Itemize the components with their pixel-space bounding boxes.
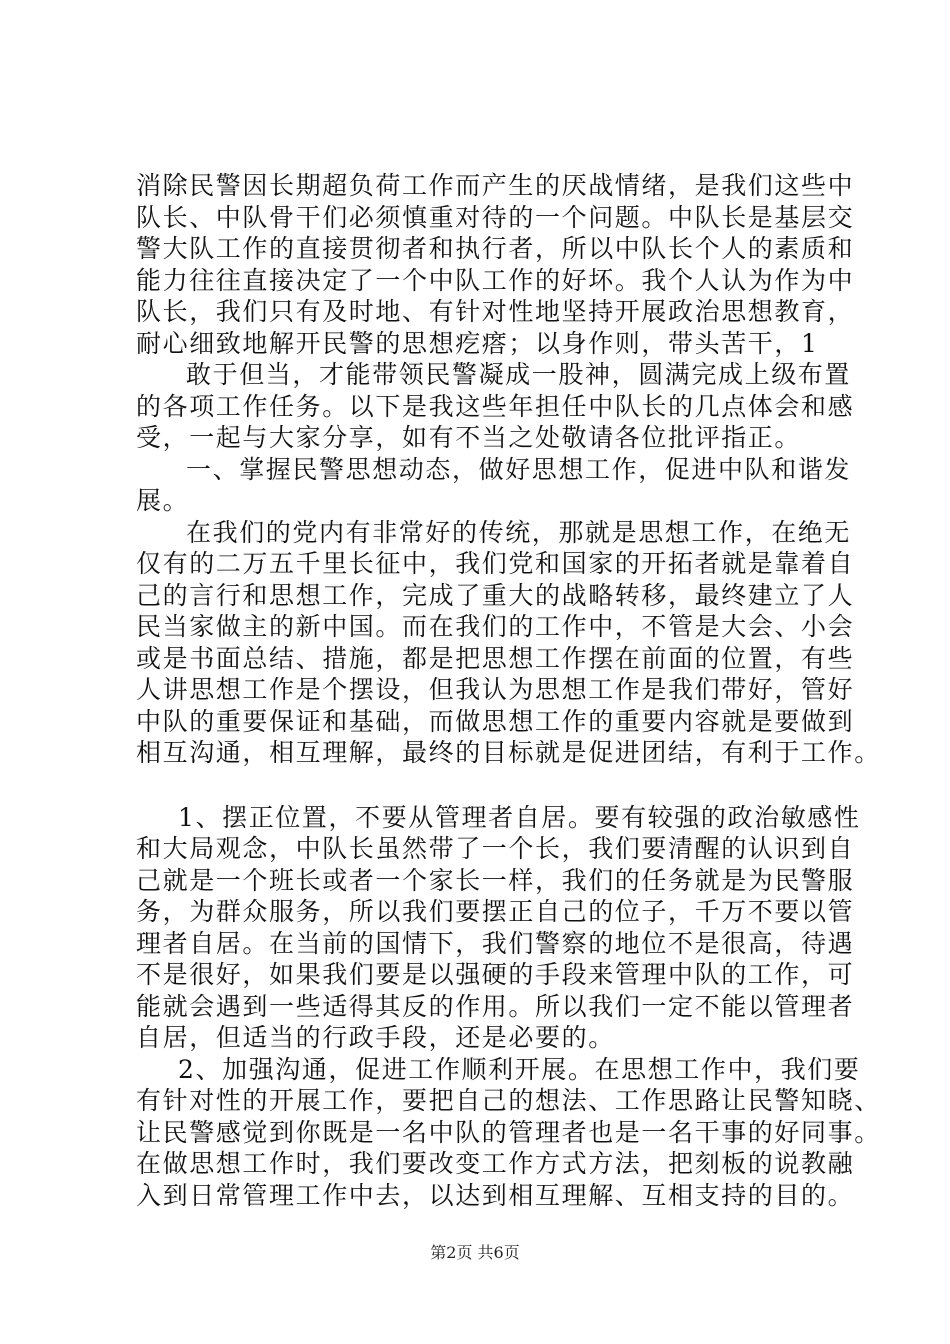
- page-footer: 第2页 共6页: [430, 1243, 520, 1262]
- text-line: 敢于但当，才能带领民警凝成一股神，圆满完成上级布置: [186, 360, 852, 389]
- text-line: 能就会遇到一些适得其反的作用。所以我们一定不能以管理者: [136, 991, 855, 1021]
- text-line: 有针对性的开展工作，要把自己的想法、工作思路让民警知晓、: [136, 1086, 881, 1115]
- text-line: 警大队工作的直接贯彻者和执行者，所以中队长个人的素质和: [136, 234, 855, 263]
- paragraph-spacer: [136, 769, 836, 802]
- text-line: 1、摆正位置，不要从管理者自居。要有较强的政治敏感性: [178, 802, 861, 832]
- text-line: 耐心细致地解开民警的思想疙瘩；以身作则，带头苦干，1: [136, 328, 819, 358]
- text-line: 展。: [136, 486, 190, 515]
- text-line: 自居，但适当的行政手段，还是必要的。: [136, 1023, 615, 1052]
- section-heading: [136, 454, 852, 517]
- text-line: 在做思想工作时，我们要改变工作方式方法，把刻板的说教融: [136, 1149, 855, 1178]
- text-line: 一、掌握民警思想动态，做好思想工作，促进中队和谐发: [186, 454, 852, 484]
- paragraph: [136, 359, 855, 454]
- text-line: 己就是一个班长或者一个家长一样，我们的任务就是为民警服: [136, 865, 855, 895]
- paragraph: [136, 1054, 881, 1212]
- text-line: 民当家做主的新中国。而在我们的工作中，不管是大会、小会: [136, 612, 855, 641]
- text-line: 中队的重要保证和基础，而做思想工作的重要内容就是要做到: [136, 706, 855, 736]
- text-line: 2、加强沟通，促进工作顺利开展。在思想工作中，我们要: [178, 1054, 861, 1084]
- text-line: 的各项工作任务。以下是我这些年担任中队长的几点体会和感: [136, 391, 855, 421]
- text-line: 消除民警因长期超负荷工作而产生的厌战情绪，是我们这些中: [136, 171, 855, 200]
- document-body: [136, 170, 881, 1211]
- text-line: 在我们的党内有非常好的传统，那就是思想工作，在绝无: [186, 517, 852, 547]
- text-line: 务，为群众服务，所以我们要摆正自己的位子，千万不要以管: [136, 897, 855, 926]
- text-line: 或是书面总结、措施，都是把思想工作摆在前面的位置，有些: [136, 643, 855, 673]
- paragraph: [136, 170, 855, 359]
- text-line: 让民警感觉到你既是一名中队的管理者也是一名干事的好同事。: [136, 1117, 881, 1147]
- text-line: 能力往往直接决定了一个中队工作的好坏。我个人认为作为中: [136, 265, 855, 295]
- text-line: 己的言行和思想工作，完成了重大的战略转移，最终建立了人: [136, 580, 855, 610]
- text-line: 和大局观念，中队长虽然带了一个长，我们要清醒的认识到自: [136, 834, 855, 863]
- text-line: 入到日常管理工作中去，以达到相互理解、互相支持的目的。: [136, 1180, 855, 1210]
- text-line: 相互沟通，相互理解，最终的目标就是促进团结，有利于工作。: [136, 738, 881, 767]
- paragraph: [136, 517, 881, 769]
- text-line: 理者自居。在当前的国情下，我们警察的地位不是很高，待遇: [136, 928, 855, 958]
- text-line: 队长，我们只有及时地、有针对性地坚持开展政治思想教育，: [136, 297, 855, 326]
- text-line: 受，一起与大家分享，如有不当之处敬请各位批评指正。: [136, 423, 802, 452]
- text-line: 队长、中队骨干们必须慎重对待的一个问题。中队长是基层交: [136, 202, 855, 232]
- text-line: 仅有的二万五千里长征中，我们党和国家的开拓者就是靠着自: [136, 549, 855, 578]
- paragraph: [136, 802, 861, 1054]
- text-line: 人讲思想工作是个摆设，但我认为思想工作是我们带好，管好: [136, 675, 855, 704]
- text-line: 不是很好，如果我们要是以强硬的手段来管理中队的工作，可: [136, 960, 855, 989]
